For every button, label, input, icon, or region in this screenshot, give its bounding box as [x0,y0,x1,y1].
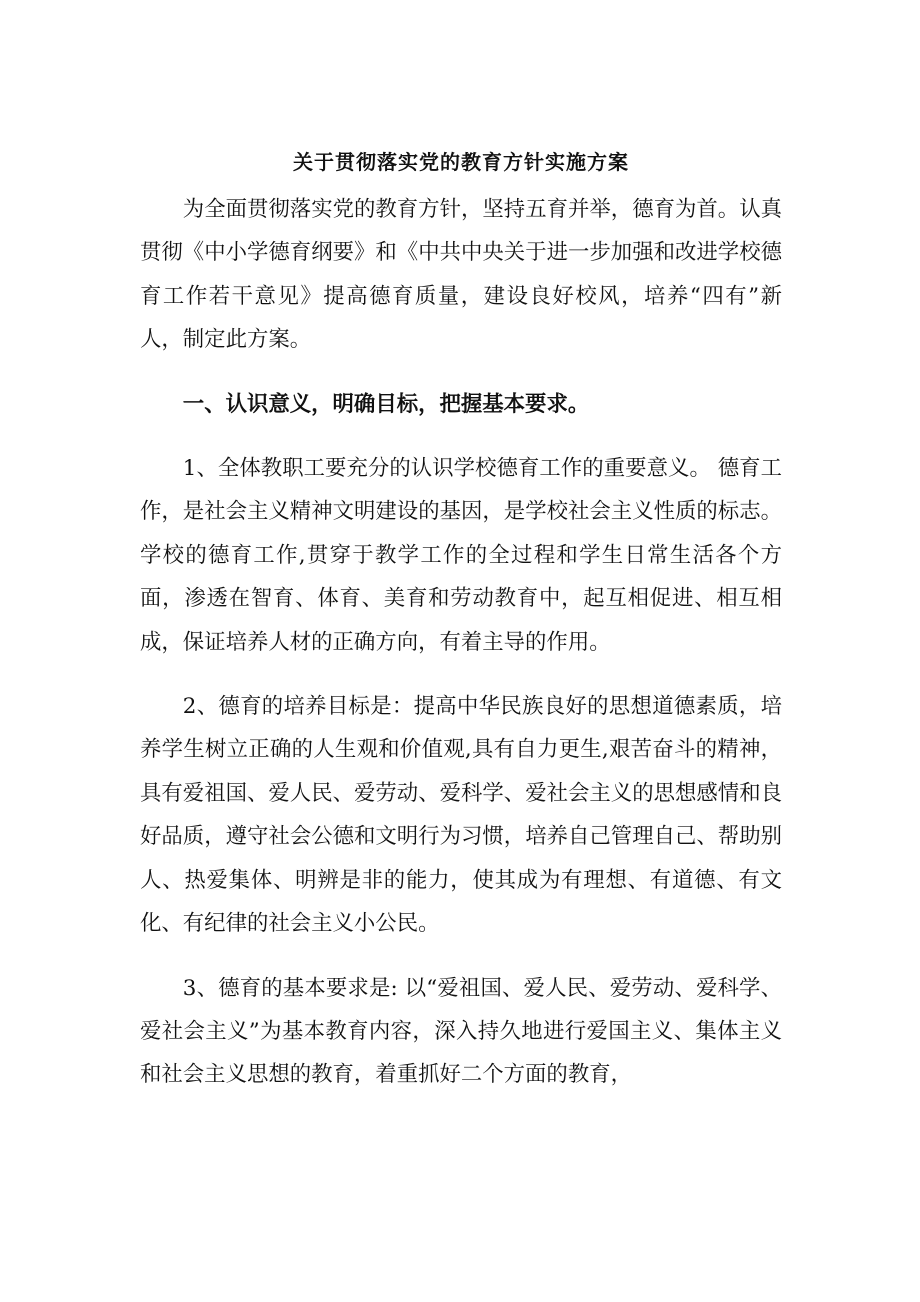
document-title: 关于贯彻落实党的教育方针实施方案 [293,150,629,174]
paragraph-item-3: 3、德育的基本要求是: 以“爱祖国、爱人民、爱劳动、爱科学、爱社会主义”为基本教育内容，深入持久地进行爱国主义、集体主义和社会主义思想的教育，着重抓好二个方面的教育， [140,975,782,1088]
paragraph-item-1: 1、全体教职工要充分的认识学校德育工作的重要意义。 德育工作，是社会主义精神文明建设的基因，是学校社会主义性质的标志。学校的德育工作,贯穿于教学工作的全过程和学生日常生活各个方面，渗透在智育、体育、美育和劳动教育中，起互相促进、相互相成，保证培养人材的正确方向，有着主导的作用。 [140,456,782,655]
section-heading-1: 一、认识意义，明确目标，把握基本要求。 [182,391,590,417]
intro-paragraph: 为全面贯彻落实党的教育方针，坚持五育并举，德育为首。认真贯彻《中小学德育纲要》和《中共中央关于进一步加强和改进学校德育工作若干意见》提高德育质量，建设良好校风，培养“四有”新人，制定此方案。 [140,197,782,353]
paragraph-item-2: 2、德育的培养目标是：提高中华民族良好的思想道德素质，培养学生树立正确的人生观和价值观,具有自力更生,艰苦奋斗的精神，具有爱祖国、爱人民、爱劳动、爱科学、爱社会主义的思想感情和良好品质，遵守社会公德和文明行为习惯，培养自己管理自己、帮助别人、热爱集体、明辨是非的能力，使其成为有理想、有道德、有文化、有纪律的社会主义小公民。 [140,694,782,937]
document-page [140,140,782,1118]
